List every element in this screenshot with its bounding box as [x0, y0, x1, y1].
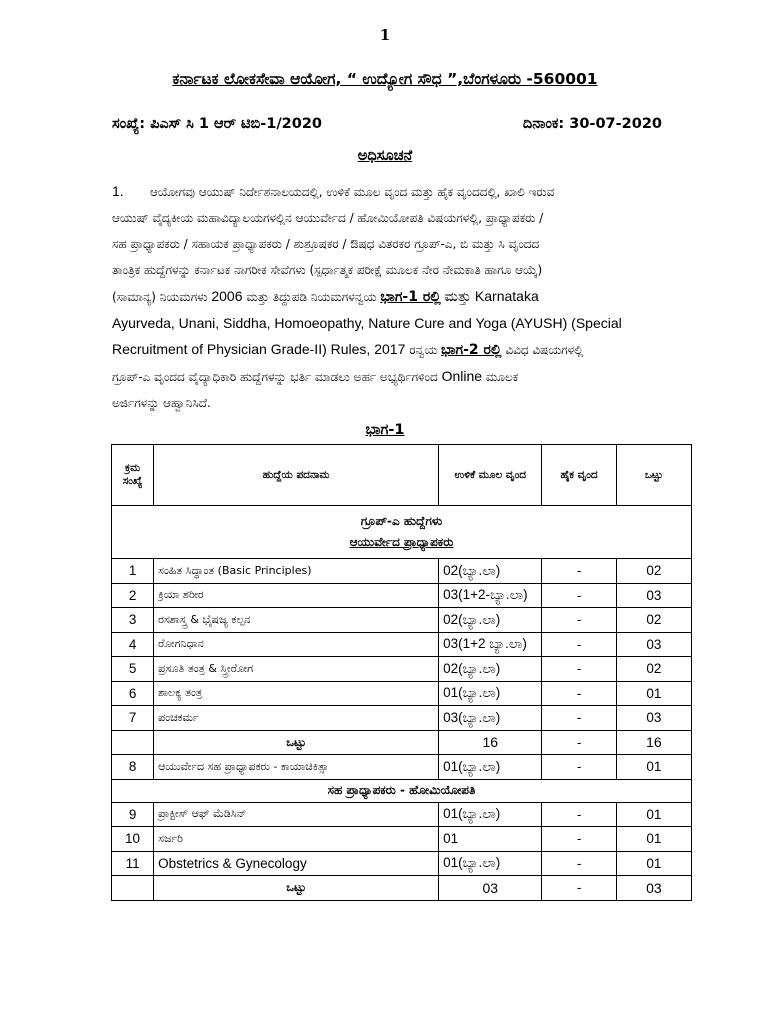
cell-designation: ಶಾಲಕ್ಯ ತಂತ್ರ — [154, 681, 439, 706]
para-text: Recruitment of Physician Grade-II) Rules, 2017 — [112, 341, 406, 357]
header-rpc: ಉಳಿಕೆ ಮೂಲ ವೃಂದ — [439, 445, 542, 506]
header-designation: ಹುದ್ದೆಯ ಪದನಾಮ — [154, 445, 439, 506]
cell-hk: - — [542, 559, 616, 584]
cell-hk: - — [542, 681, 616, 706]
para-text: ಮತ್ತು Karnataka — [444, 288, 539, 304]
cell-designation: ರಸಶಾಸ್ತ್ರ & ಭೈಷಜ್ಯ ಕಲ್ಪನ — [154, 608, 439, 633]
cell-serial: 5 — [112, 657, 154, 682]
table-row — [112, 706, 692, 731]
cell-total: 01 — [616, 681, 691, 706]
rows-group-ayurveda — [112, 559, 692, 731]
cell-total: 01 — [616, 755, 691, 780]
table-row — [112, 802, 692, 827]
table-row — [112, 681, 692, 706]
para-line: ತಾಂತ್ರಿಕ ಹುದ್ದೆಗಳನ್ನು ಕರ್ನಾಟಕ ನಾಗರೀಕ ಸೇವೆಗಳು (ಸ್ಪರ್ಧಾತ್ಮಕ ಪರೀಕ್ಷೆ ಮೂಲಕ ನೇರ ನೇಮಕಾತಿ ಹಾಗೂ ಆಯ್ಕೆ) — [112, 263, 543, 277]
cell-total: 02 — [616, 559, 691, 584]
page-title — [0, 70, 770, 89]
cell-rpc: 02(ಬ್ಯಾ.ಲಾ) — [439, 559, 542, 584]
reference-number: ಸಂಖ್ಯೆ: ಪಿಎಸ್ ಸಿ 1 ಆರ್ ಟಿಬಿ-1/2020 — [112, 116, 322, 132]
total-sum: 03 — [616, 876, 691, 901]
para-line — [112, 178, 672, 205]
cell-serial: 11 — [112, 851, 154, 876]
total-hk: - — [542, 730, 616, 755]
cell-rpc: 01(ಬ್ಯಾ.ಲಾ) — [439, 681, 542, 706]
total-sum: 16 — [616, 730, 691, 755]
cell-designation: ಪ್ರಸೂತಿ ತಂತ್ರ & ಸ್ತ್ರೀರೋಗ — [154, 657, 439, 682]
cell-hk: - — [542, 657, 616, 682]
para-year: 2006 — [211, 288, 243, 304]
section-heading — [112, 506, 692, 559]
cell-total: 01 — [616, 827, 691, 852]
table-row — [112, 657, 692, 682]
cell-total: 02 — [616, 657, 691, 682]
para-text: Online — [441, 368, 483, 384]
para-line — [112, 336, 672, 363]
para-line: ಸಹ ಪ್ರಾಧ್ಯಾಪಕರು / ಸಹಾಯಕ ಪ್ರಾಧ್ಯಾಪಕರು / ಶುಶ್ರೂಷಕರ / ಔಷಧ ವಿತರಕರ ಗ್ರೂಪ್-ಎ, ಬಿ ಮತ್ತು ಸಿ ವೃಂದದ — [112, 237, 540, 251]
cell-designation: ಸಂಹಿತ ಸಿದ್ಧಾಂತ (Basic Principles) — [154, 559, 439, 584]
cell-rpc: 03(1+2 ಬ್ಯಾ.ಲಾ) — [439, 632, 542, 657]
cell-hk: - — [542, 706, 616, 731]
total-label: ಒಟ್ಟು — [154, 876, 439, 901]
header-serial: ಕ್ರಮ ಸಂಖ್ಯೆ — [112, 445, 154, 506]
table-row — [112, 632, 692, 657]
cell-designation: ಆಯುರ್ವೇದ ಸಹ ಪ್ರಾಧ್ಯಾಪಕರು - ಕಾಯಾಚಿಕಿತ್ಸಾ — [154, 755, 439, 780]
cell-total: 02 — [616, 608, 691, 633]
cell-serial: 4 — [112, 632, 154, 657]
para-text: (ಸಾಮಾನ್ಯ) ನಿಯಮಗಳು — [112, 290, 208, 304]
total-rpc: 16 — [439, 730, 542, 755]
cell-rpc: 01(ಬ್ಯಾ.ಲಾ) — [439, 802, 542, 827]
title-text: ಕರ್ನಾಟಕ ಲೋಕಸೇವಾ ಆಯೋಗ, “ ಉದ್ಯೋಗ ಸೌಧ ”,ಬೆಂಗಳೂರು - — [172, 70, 533, 88]
cell-hk: - — [542, 583, 616, 608]
cell-serial: 7 — [112, 706, 154, 731]
notice-date: ದಿನಾಂಕ: 30-07-2020 — [522, 116, 662, 132]
part-title: ಭಾಗ-1 — [365, 422, 405, 438]
table-row — [112, 559, 692, 584]
total-row — [112, 730, 692, 755]
cell-designation: ರೋಗನಿಧಾನ — [154, 632, 439, 657]
total-rpc: 03 — [439, 876, 542, 901]
total-label: ಒಟ್ಟು — [154, 730, 439, 755]
cell-rpc: 01(ಬ್ಯಾ.ಲಾ) — [439, 851, 542, 876]
cell-serial: 9 — [112, 802, 154, 827]
cell-serial: 8 — [112, 755, 154, 780]
title-pincode: 560001 — [532, 70, 598, 88]
cell-rpc: 03(ಬ್ಯಾ.ಲಾ) — [439, 706, 542, 731]
total-hk: - — [542, 876, 616, 901]
cell-rpc: 01 — [439, 827, 542, 852]
table-row — [112, 851, 692, 876]
para-line: ಅರ್ಜಿಗಳನ್ನು ಆಹ್ವಾನಿಸಿದೆ. — [112, 396, 211, 410]
cell-total: 03 — [616, 583, 691, 608]
table-row — [112, 827, 692, 852]
para-text: ಮತ್ತು ತಿದ್ದುಪಡಿ ನಿಯಮಗಳನ್ವಯ — [246, 290, 377, 304]
para-text: ಗ್ರೂಪ್-ಎ ವೃಂದದ ವೈದ್ಯಾಧಿಕಾರಿ ಹುದ್ದೆಗಳನ್ನು ಭರ್ತಿ ಮಾಡಲು ಅರ್ಹ ಅಭ್ಯರ್ಥಿಗಳಿಂದ — [112, 370, 438, 384]
table-header-row — [112, 445, 692, 506]
para-line — [112, 283, 672, 310]
cell-empty — [112, 876, 154, 901]
section-title: ಗ್ರೂಪ್-ಎ ಹುದ್ದೆಗಳು — [360, 514, 443, 528]
cell-hk: - — [542, 851, 616, 876]
cell-designation: ಪಂಚಕರ್ಮ — [154, 706, 439, 731]
section-row — [112, 506, 692, 559]
notification-paragraph — [112, 178, 672, 416]
cell-designation: Obstetrics & Gynecology — [154, 851, 439, 876]
cell-rpc: 01(ಬ್ಯಾ.ಲಾ) — [439, 755, 542, 780]
para-line: Ayurveda, Unani, Siddha, Homoeopathy, Nature Cure and Yoga (AYUSH) (Special — [112, 315, 622, 331]
header-hk: ಹೈಕ ವೃಂದ — [542, 445, 616, 506]
posts-table — [111, 444, 692, 901]
cell-serial: 3 — [112, 608, 154, 633]
cell-total: 01 — [616, 851, 691, 876]
cell-serial: 2 — [112, 583, 154, 608]
cell-rpc: 03(1+2-ಬ್ಯಾ.ಲಾ) — [439, 583, 542, 608]
section-row — [112, 779, 692, 802]
cell-designation: ಕ್ರಿಯಾ ಶರೀರ — [154, 583, 439, 608]
cell-hk: - — [542, 827, 616, 852]
para-text: ಮೂಲಕ — [485, 370, 519, 384]
para-line — [112, 363, 672, 390]
cell-serial: 1 — [112, 559, 154, 584]
reference-line — [112, 116, 662, 132]
para-text: ವಿವಿಧ ವಿಷಯಗಳಲ್ಲಿ — [505, 343, 584, 357]
cell-rpc: 02(ಬ್ಯಾ.ಲಾ) — [439, 608, 542, 633]
cell-designation: ಸರ್ಜರಿ — [154, 827, 439, 852]
total-row — [112, 876, 692, 901]
para-text: ಆಯೋಗವು ಆಯುಷ್ ನಿರ್ದೇಶನಾಲಯದಲ್ಲಿ, ಉಳಿಕೆ ಮೂಲ ವೃಂದ ಮತ್ತು ಹೈಕ ವೃಂದದಲ್ಲಿ, ಖಾಲಿ ಇರುವ — [150, 185, 555, 199]
page-number: 1 — [379, 26, 391, 44]
part2-ref: ಭಾಗ-2 ರಲ್ಲಿ — [441, 342, 502, 358]
cell-serial: 6 — [112, 681, 154, 706]
section-subtitle: ಆಯುರ್ವೇದ ಪ್ರಾಧ್ಯಾಪಕರು — [349, 535, 454, 549]
cell-designation: ಪ್ರಾಕ್ಟೀಸ್ ಆಫ್ ಮೆಡಿಸಿನ್ — [154, 802, 439, 827]
table-row — [112, 755, 692, 780]
para-text: ರನ್ವಯ — [409, 343, 438, 357]
cell-total: 03 — [616, 706, 691, 731]
table-row — [112, 583, 692, 608]
cell-rpc: 02(ಬ್ಯಾ.ಲಾ) — [439, 657, 542, 682]
header-total: ಒಟ್ಟು — [616, 445, 691, 506]
rows-group-homoeopathy — [112, 802, 692, 876]
part1-ref: ಭಾಗ-1 ರಲ್ಲಿ — [380, 289, 441, 305]
notice-heading: ಅಧಿಸೂಚನೆ — [357, 148, 413, 164]
cell-hk: - — [542, 755, 616, 780]
cell-total: 03 — [616, 632, 691, 657]
para-number: 1. — [112, 183, 124, 199]
para-line: ಆಯುಷ್ ವೈದ್ಯಕೀಯ ಮಹಾವಿದ್ಯಾಲಯಗಳಲ್ಲಿನ ಆಯುರ್ವೇದ / ಹೋಮಿಯೋಪತಿ ವಿಷಯಗಳಲ್ಲಿ, ಪ್ರಾಧ್ಯಾಪಕರು / — [112, 211, 544, 225]
cell-empty — [112, 730, 154, 755]
cell-serial: 10 — [112, 827, 154, 852]
cell-hk: - — [542, 632, 616, 657]
cell-total: 01 — [616, 802, 691, 827]
cell-hk: - — [542, 802, 616, 827]
table-row — [112, 608, 692, 633]
section-heading: ಸಹ ಪ್ರಾಧ್ಯಾಪಕರು - ಹೋಮಿಯೋಪತಿ — [112, 779, 692, 802]
cell-hk: - — [542, 608, 616, 633]
